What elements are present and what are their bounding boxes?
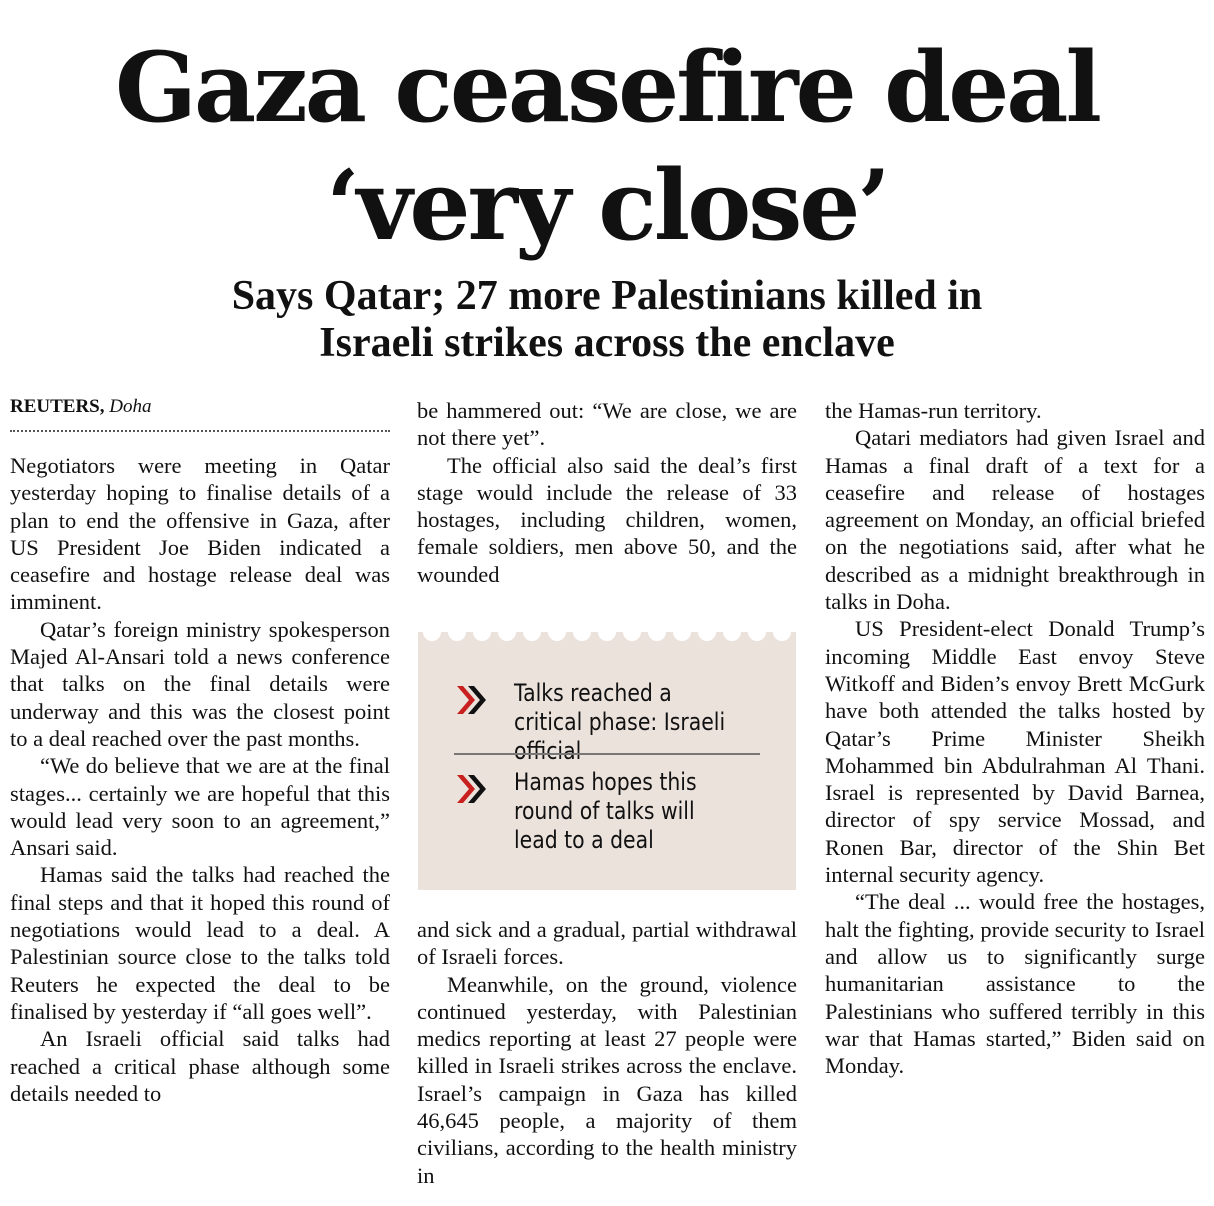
paragraph: The official also said the deal’s first stage would include the release of 33 hostages, including children, women, female soldiers, men above 50, and the wounded bbox=[417, 452, 797, 587]
double-chevron-icon bbox=[454, 771, 490, 807]
paragraph: An Israeli official said talks had reached a critical phase although some details needed to bbox=[10, 1026, 390, 1106]
paragraph: the Hamas-run territory. bbox=[825, 398, 1042, 423]
paragraph: be hammered out: “We are close, we are not there yet”. bbox=[417, 398, 797, 451]
byline-divider bbox=[10, 430, 390, 432]
highlight-divider bbox=[454, 753, 760, 755]
paragraph: Negotiators were meeting in Qatar yesterday hoping to finalise details of a plan to end the offensive in Gaza, after US President Joe Biden indicated a ceasefire and hostage release deal was imminent. bbox=[10, 453, 390, 615]
paragraph: US President-elect Donald Trump’s incoming Middle East envoy Steve Witkoff and Biden’s envoy Brett McGurk have both attended the talks hosted by Qatar’s Prime Minister Sheikh Mohammed bin Abdulrahman Al Thani. Israel is represented by David Barnea, director of spy service Mossad, and Ronen Bar, director of the Shin Bet internal security agency. bbox=[825, 616, 1205, 888]
paragraph: “The deal ... would free the hostages, halt the fighting, provide security to Israel and allow us to significantly surge humanitarian assistance to the Palestinians who suffered terribly in this war that Hamas started,” Biden said on Monday. bbox=[825, 889, 1205, 1079]
highlight-item-1: Talks reached a critical phase: Israeli official bbox=[514, 679, 726, 765]
byline-location: Doha bbox=[109, 396, 152, 417]
byline-agency: REUTERS, bbox=[10, 396, 105, 417]
headline-line-1: Gaza ceasefire deal bbox=[115, 31, 1099, 144]
double-chevron-icon bbox=[454, 682, 490, 718]
paragraph: Qatar’s foreign ministry spokesperson Majed Al-Ansari told a news conference that talks on the final details were underway and this was the closest point to a deal reached over the past months. bbox=[10, 616, 390, 751]
deck-line-1: Says Qatar; 27 more Palestinians killed in bbox=[231, 273, 983, 319]
paragraph: Qatari mediators had given Israel and Hamas a final draft of a text for a ceasefire and release of hostages agreement on Monday, an official briefed on the negotiations said, after what he described as a midnight breakthrough in talks in Doha. bbox=[825, 425, 1205, 615]
byline bbox=[10, 396, 151, 418]
article-column-3 bbox=[825, 397, 1205, 1079]
paragraph: and sick and a gradual, partial withdrawal of Israeli forces. bbox=[417, 917, 797, 970]
scalloped-edge bbox=[418, 620, 796, 660]
article-column-2-bottom bbox=[417, 916, 797, 1189]
highlight-item-2: Hamas hopes this round of talks will lead to a deal bbox=[514, 768, 697, 854]
paragraph: “We do believe that we are at the final stages... certainly we are hopeful that this would lead very soon to an agreement,” Ansari said. bbox=[10, 753, 390, 861]
article-column-2-top bbox=[417, 397, 797, 588]
deck-line-2: Israeli strikes across the enclave bbox=[319, 320, 895, 366]
paragraph: Hamas said the talks had reached the final steps and that it hoped this round of negotiations would lead to a deal. A Palestinian source close to the talks told Reuters he expected the deal to be finalised by yesterday if “all goes well”. bbox=[10, 862, 390, 1024]
headline-line-2: ‘very close’ bbox=[326, 149, 888, 262]
highlights-box bbox=[418, 620, 796, 890]
paragraph: Meanwhile, on the ground, violence continued yesterday, with Palestinian medics reporting at least 27 people were killed in Israeli strikes across the enclave. Israel’s campaign in Gaza has killed 46,645 people, a majority of them civilians, according to the health ministry in bbox=[417, 971, 797, 1188]
article-column-1 bbox=[10, 452, 390, 1107]
